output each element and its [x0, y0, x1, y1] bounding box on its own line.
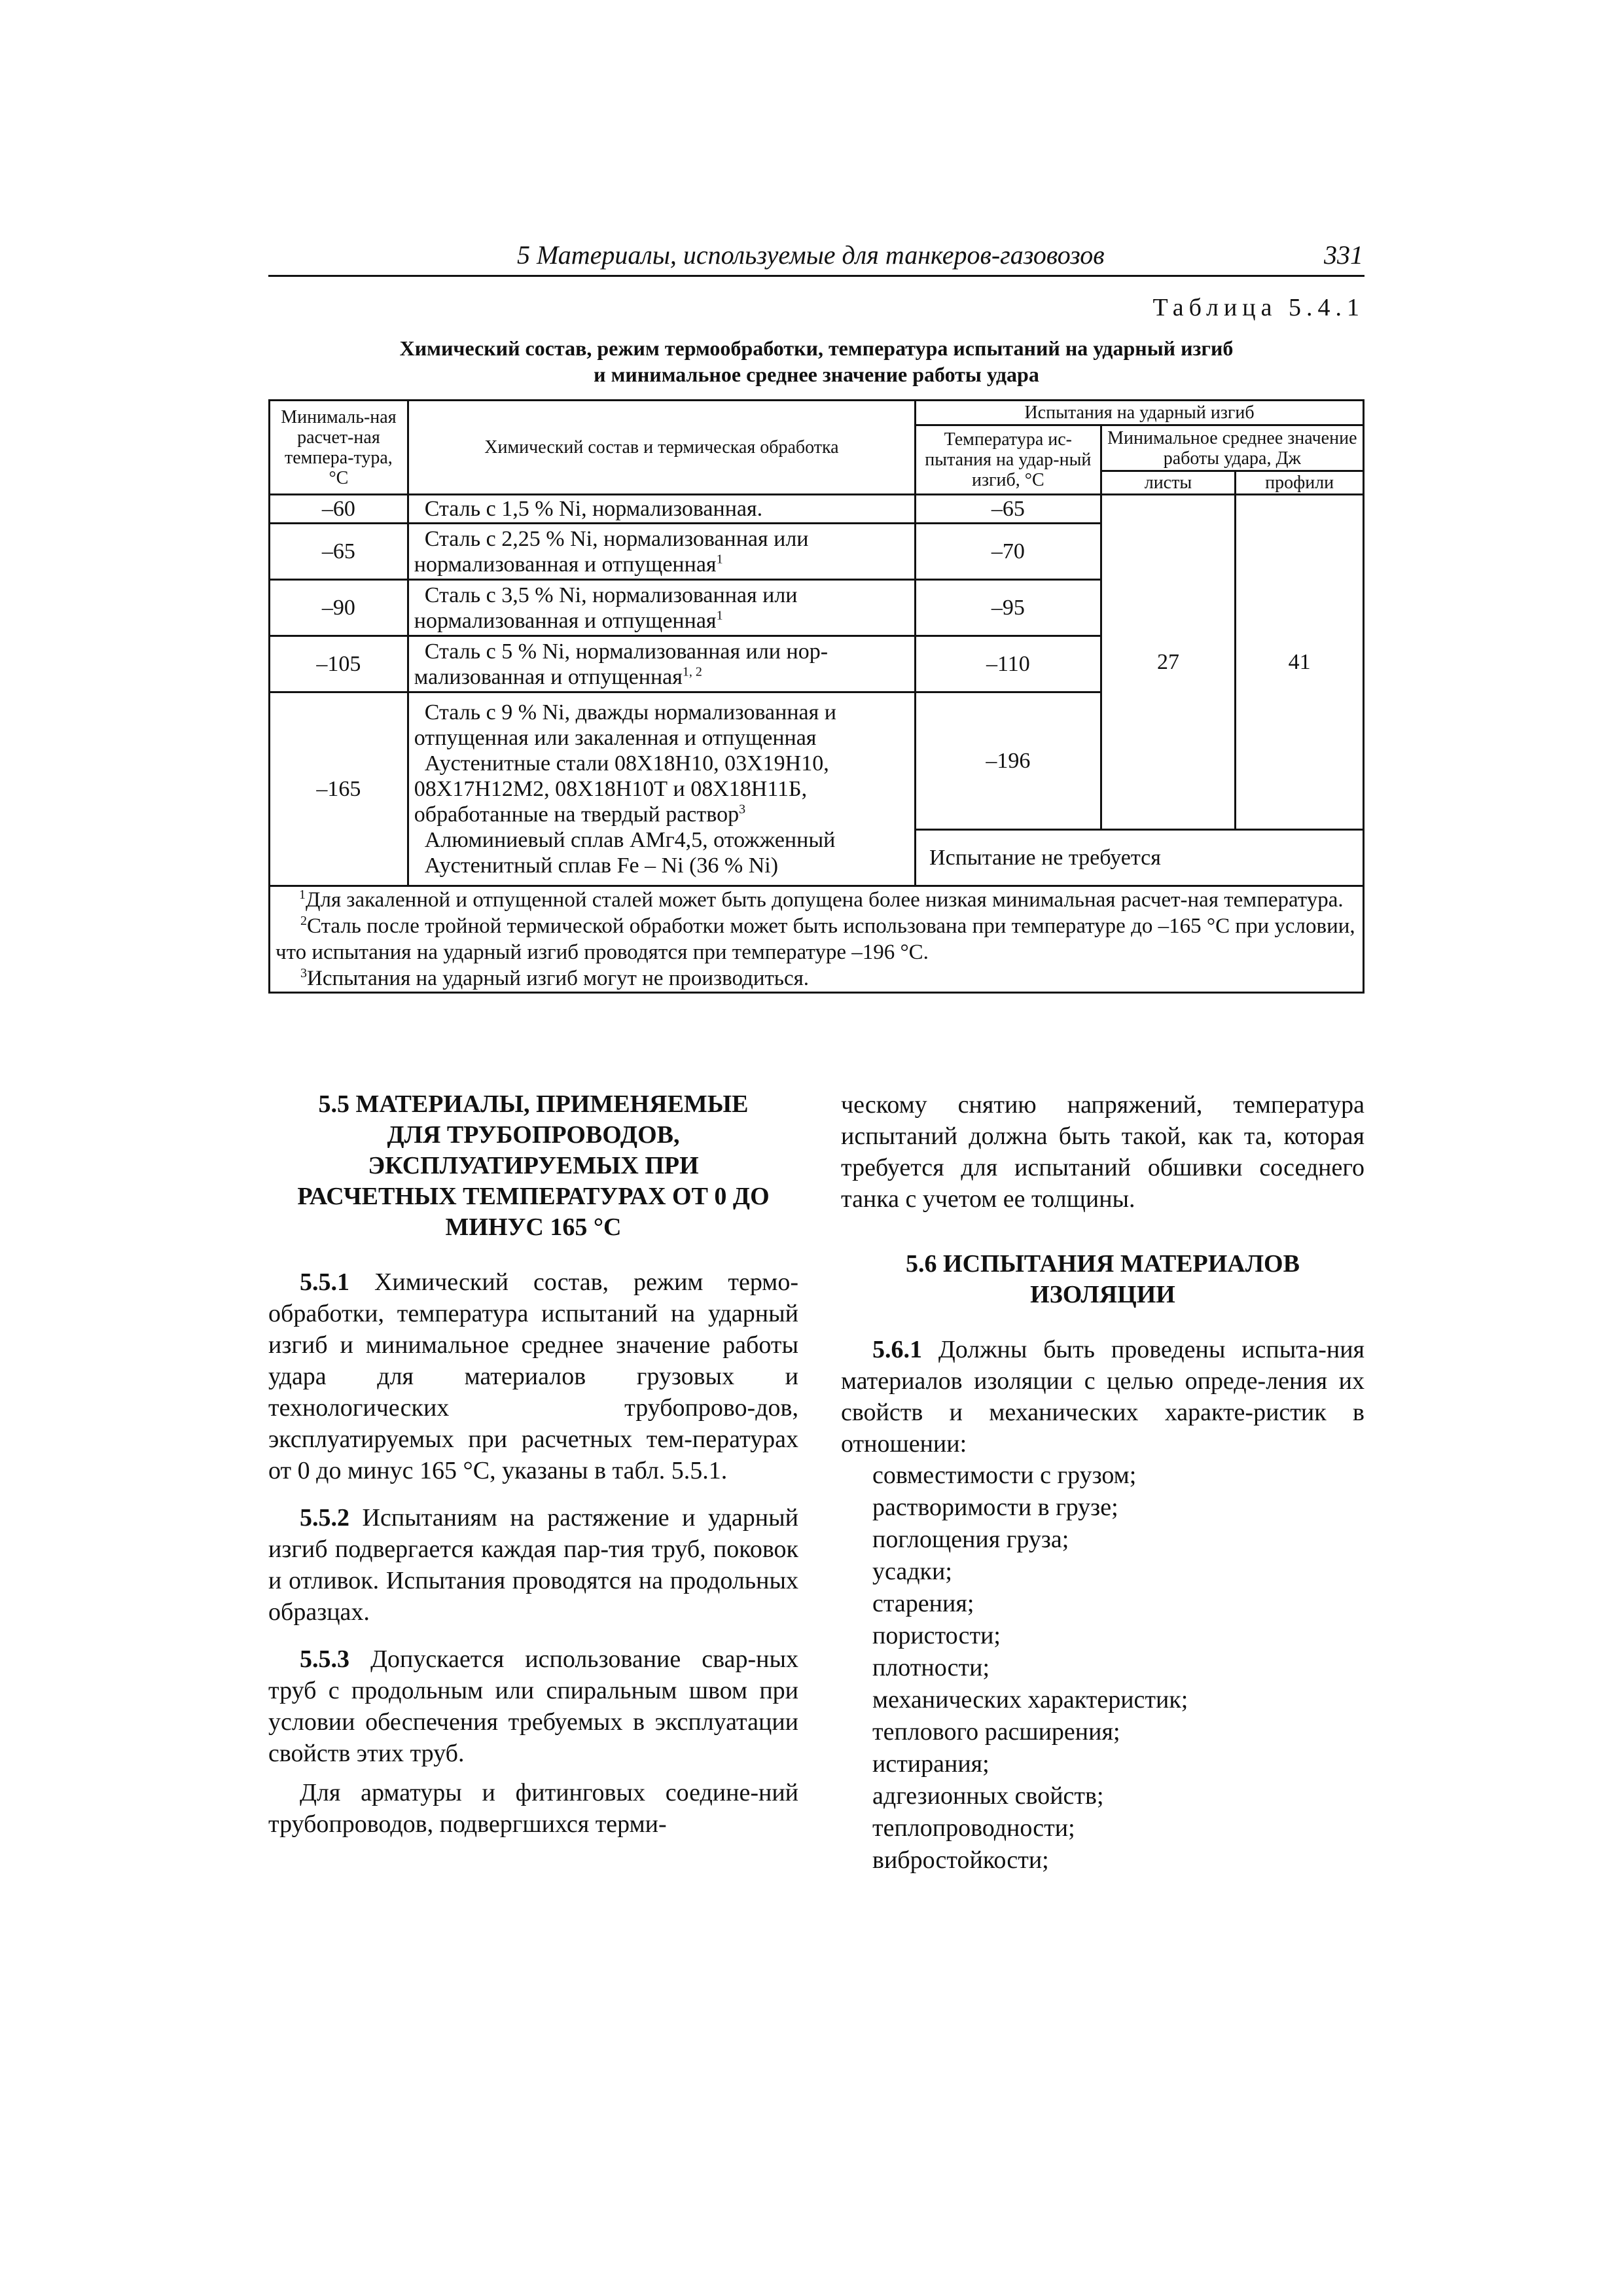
paragraph-continuation: ческому снятию напряжений, температура испытаний должна быть такой, как та, которая требуется для испытаний обшивки соседнего танка с учетом ее толщины.	[841, 1091, 1364, 1213]
list-item: плотности;	[872, 1654, 990, 1681]
composition-line: нормализованная и отпущенная	[414, 608, 717, 633]
footnote-mark: 2	[300, 914, 307, 928]
paragraph-text: Химический состав, режим термо-обработки, температура испытаний на ударный изгиб и минимальное среднее значение работы удара для материалов грузовых и технологических трубопрово-дов, эксплуатируемых при расчетных тем-пературах от 0 до минус 165 °С, указаны в табл. 5.5.1.	[268, 1268, 798, 1484]
list-item: вибростойкости;	[872, 1846, 1049, 1874]
section-heading-5-5: 5.5 МАТЕРИАЛЫ, ПРИМЕНЯЕМЫЕ ДЛЯ ТРУБОПРОВОДОВ, ЭКСПЛУАТИРУЕМЫХ ПРИ РАСЧЕТНЫХ ТЕМПЕРАТУРАХ ОТ 0 ДО МИНУС 165 °С	[297, 1090, 770, 1241]
list-item: теплового расширения;	[872, 1718, 1120, 1746]
paragraph-5-5-1	[268, 1266, 798, 1486]
composition-line: Сталь с 5 % Ni, нормализованная или нор-	[424, 639, 829, 664]
table-row	[270, 495, 1364, 524]
running-head	[268, 238, 1364, 277]
materials-table	[268, 399, 1364, 994]
list-item: усадки;	[872, 1558, 952, 1585]
footnote-mark: 1	[299, 888, 306, 902]
composition-line: мализованная и отпущенная	[414, 664, 683, 689]
table-caption-line: и минимальное среднее значение работы удара	[594, 363, 1039, 386]
temp-cell: –165	[270, 692, 408, 886]
temp-cell: –60	[270, 495, 408, 524]
paragraph-5-5-3	[268, 1643, 798, 1769]
list-item: поглощения груза;	[872, 1526, 1069, 1553]
header-sheets: листы	[1101, 471, 1236, 495]
composition-line: Сталь с 3,5 % Ni, нормализованная или	[424, 583, 798, 607]
composition-line: Аустенитные стали 08Х18Н10, 03Х19Н10,	[424, 751, 829, 776]
paragraph-text: Допускается использование свар-ных труб с продольным или спиральным швом при условии обеспечения требуемых в эксплуатации свойств этих труб.	[268, 1645, 798, 1767]
footnote-ref: 1	[716, 608, 723, 623]
composition-line: Сталь с 9 % Ni, дважды нормализованная и	[424, 700, 836, 725]
composition-line: Сталь с 2,25 % Ni, нормализованная или	[424, 526, 809, 551]
list-item: старения;	[872, 1590, 974, 1617]
composition-cell: Сталь с 1,5 % Ni, нормализованная.	[424, 497, 763, 521]
page-number: 331	[1324, 240, 1363, 270]
paragraph-fittings: Для арматуры и фитинговых соедине-ний трубопроводов, подвергшихся терми-	[268, 1779, 798, 1838]
composition-line: отпущенная или закаленная и отпущенная	[414, 726, 817, 750]
composition-line: нормализованная и отпущенная	[414, 552, 717, 577]
list-item: адгезионных свойств;	[872, 1782, 1104, 1810]
table-caption-line: Химический состав, режим термообработки, температура испытаний на ударный изгиб	[399, 336, 1234, 360]
list-item: пористости;	[872, 1622, 1001, 1649]
footnote-text: Испытания на ударный изгиб могут не производиться.	[307, 967, 810, 990]
no-test-cell: Испытание не требуется	[916, 830, 1364, 886]
footnote-text: Сталь после тройной термической обработки может быть использована при температуре до –165 °С при условии, что испытания на ударный изгиб проводятся при температуре –196 °С.	[276, 914, 1355, 964]
header-composition: Химический состав и термическая обработка	[408, 401, 915, 495]
paragraph-number: 5.5.2	[300, 1504, 349, 1532]
composition-line: Алюминиевый сплав АМг4,5, отожженный	[424, 828, 836, 852]
table-label: Таблица 5.4.1	[1152, 294, 1364, 321]
left-column	[268, 1089, 798, 1840]
paragraph-text: Испытаниям на растяжение и ударный изгиб подвергается каждая пар-тия труб, поковок и отливок. Испытания проводятся на продольных образцах.	[268, 1504, 798, 1626]
temp-cell: –90	[270, 580, 408, 636]
composition-line: обработанные на твердый раствор	[414, 802, 740, 827]
section-heading-5-6: 5.6 ИСПЫТАНИЯ МАТЕРИАЛОВ ИЗОЛЯЦИИ	[906, 1250, 1300, 1308]
test-temp-cell: –110	[916, 636, 1101, 692]
running-head-title: 5 Материалы, используемые для танкеров-газовозов	[517, 240, 1105, 270]
paragraph-5-5-2	[268, 1502, 798, 1628]
list-item: растворимости в грузе;	[872, 1494, 1118, 1521]
profiles-value: 41	[1236, 495, 1364, 830]
paragraph-number: 5.5.1	[300, 1268, 349, 1296]
sheets-value: 27	[1101, 495, 1236, 830]
list-item: теплопроводности;	[872, 1814, 1075, 1842]
composition-line: Аустенитный сплав Fe – Ni (36 % Ni)	[424, 853, 779, 878]
composition-line: 08Х17Н12М2, 08Х18Н10Т и 08Х18Н11Б,	[414, 777, 808, 801]
list-item: истирания;	[872, 1750, 990, 1778]
header-test-temp: Температура ис-пытания на удар-ный изгиб, °С	[916, 425, 1101, 495]
paragraph-number: 5.5.3	[300, 1645, 349, 1673]
table-notes-row	[270, 886, 1364, 993]
footnote-mark: 3	[300, 966, 307, 980]
paragraph-number: 5.6.1	[872, 1336, 922, 1363]
header-profiles: профили	[1236, 471, 1364, 495]
footnote-ref: 1, 2	[682, 664, 702, 679]
right-column	[841, 1089, 1364, 1876]
test-temp-cell: –70	[916, 524, 1101, 580]
header-min-temp: Минималь-ная расчет-ная темпера-тура, °С	[270, 401, 408, 495]
properties-list	[841, 1460, 1364, 1876]
footnote-ref: 3	[739, 802, 746, 817]
table-caption	[268, 335, 1364, 387]
test-temp-cell: –65	[916, 495, 1101, 524]
paragraph-text: Должны быть проведены испыта-ния материалов изоляции с целью опреде-ления их свойств и механических характе-ристик в отношении:	[841, 1336, 1365, 1458]
header-min-work: Минимальное среднее значение работы удара, Дж	[1101, 425, 1363, 471]
test-temp-cell: –196	[916, 692, 1101, 830]
temp-cell: –65	[270, 524, 408, 580]
temp-cell: –105	[270, 636, 408, 692]
list-item: совместимости с грузом;	[872, 1462, 1137, 1489]
footnote-ref: 1	[716, 552, 723, 567]
test-temp-cell: –95	[916, 580, 1101, 636]
list-item: механических характеристик;	[872, 1686, 1188, 1713]
paragraph-5-6-1	[841, 1334, 1364, 1460]
footnote-text: Для закаленной и отпущенной сталей может быть допущена более низкая минимальная расчет-ная температура.	[306, 888, 1344, 912]
header-impact-tests: Испытания на ударный изгиб	[916, 401, 1364, 425]
